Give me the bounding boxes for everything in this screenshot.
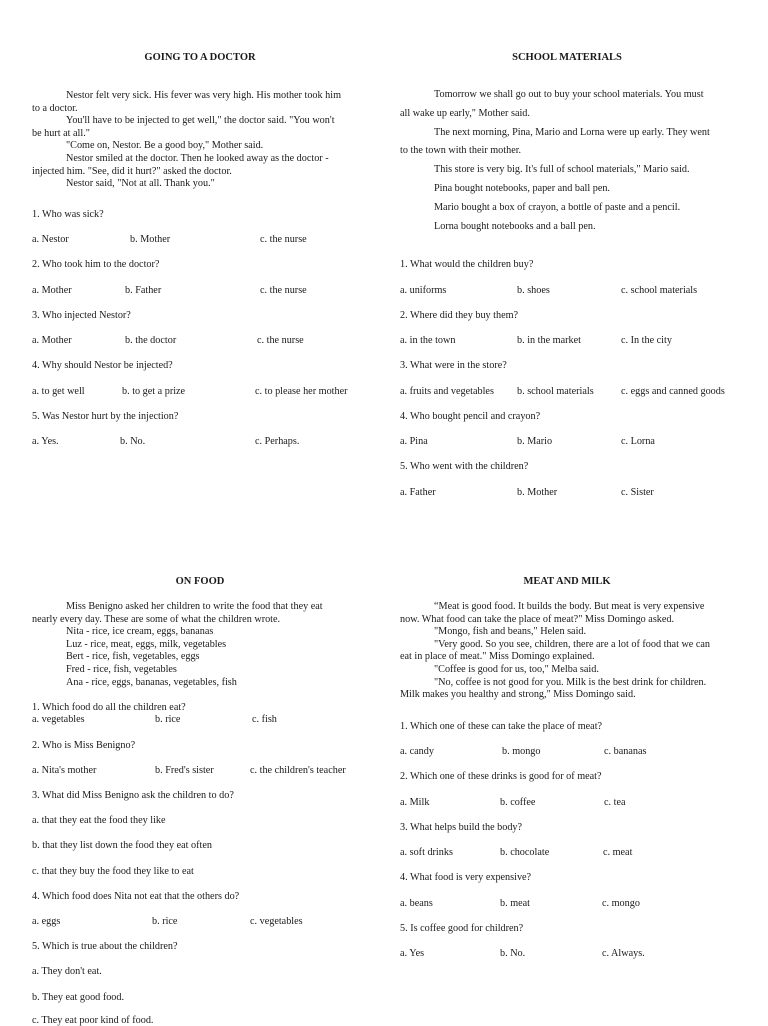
- answer-option: a. in the town: [400, 335, 456, 346]
- answer-option: c. tea: [604, 797, 626, 808]
- answer-option: b. Mario: [517, 436, 553, 447]
- story-text: [32, 601, 323, 689]
- answer-option: b. They eat good food.: [32, 992, 125, 1003]
- answer-option: b. Father: [125, 285, 162, 296]
- answer-option: b. No.: [120, 436, 146, 447]
- answer-option: a. soft drinks: [400, 847, 453, 858]
- answer-option: a. beans: [400, 898, 433, 909]
- answer-option: c. Perhaps.: [255, 436, 300, 447]
- question: 4. Why should Nestor be injected?: [32, 360, 173, 371]
- story-line: be hurt at all.": [32, 127, 90, 139]
- answer-option: b. Fred's sister: [155, 765, 214, 776]
- answer-option: c. eggs and canned goods: [621, 386, 725, 397]
- story-line: Nita - rice, ice cream, eggs, bananas: [66, 626, 214, 638]
- question: 5. Who went with the children?: [400, 461, 529, 472]
- story-line: Milk makes you healthy and strong," Miss Domingo said.: [400, 689, 636, 701]
- answer-option: b. mongo: [502, 746, 541, 757]
- story-line: This store is very big. It's full of school materials," Mario said.: [434, 164, 690, 176]
- answer-option: a. to get well: [32, 386, 85, 397]
- answer-option: b. in the market: [517, 335, 581, 346]
- answer-option: a. Pina: [400, 436, 428, 447]
- story-line: "Very good. So you see, children, there are a lot of food that we can: [434, 638, 711, 650]
- answer-option: b. that they list down the food they eat often: [32, 840, 212, 851]
- story-line: Tomorrow we shall go out to buy your school materials. You must: [434, 89, 704, 100]
- story-line: Nestor felt very sick. His fever was very high. His mother took him: [66, 90, 342, 101]
- question: 3. Who injected Nestor?: [32, 310, 131, 321]
- story-line: injected him. "See, did it hurt?" asked the doctor.: [32, 165, 232, 177]
- question: 2. Who is Miss Benigno?: [32, 740, 136, 751]
- story-line: "Coffee is good for us, too," Melba said.: [434, 663, 599, 675]
- story-line: Luz - rice, meat, eggs, milk, vegetables: [66, 638, 227, 650]
- section-title: ON FOOD: [175, 576, 225, 587]
- story-line: Nestor said, "Not at all. Thank you.": [66, 178, 215, 190]
- answer-option: c. mongo: [602, 898, 640, 909]
- answer-option: c. the nurse: [257, 335, 304, 346]
- answer-option: c. vegetables: [250, 916, 303, 927]
- question: 3. What were in the store?: [400, 360, 507, 371]
- question: 5. Is coffee good for children?: [400, 923, 524, 934]
- story-line: You'll have to be injected to get well," the doctor said. "You won't: [66, 115, 335, 127]
- section-title: MEAT AND MILK: [523, 576, 611, 587]
- story-line: “Meat is good food. It builds the body. But meat is very expensive: [434, 601, 705, 612]
- answer-option: a. Yes: [400, 948, 425, 959]
- answer-option: c. that they buy the food they like to eat: [32, 866, 194, 877]
- answer-option: a. Nita's mother: [32, 765, 97, 776]
- question: 1. Who was sick?: [32, 209, 104, 220]
- answer-option: a. fruits and vegetables: [400, 386, 494, 397]
- answer-option: b. school materials: [517, 386, 594, 397]
- section-title: GOING TO A DOCTOR: [144, 52, 256, 63]
- answer-option: c. Lorna: [621, 436, 655, 447]
- answer-option: a. Mother: [32, 285, 72, 296]
- answer-option: b. to get a prize: [122, 386, 186, 397]
- answer-option: a. that they eat the food they like: [32, 815, 166, 826]
- answer-option: a. candy: [400, 746, 434, 757]
- answer-option: c. meat: [603, 847, 633, 858]
- story-line: eat in place of meat." Miss Domingo explained.: [400, 651, 595, 663]
- question: 2. Which one of these drinks is good for of meat?: [400, 771, 602, 782]
- story-line: Mario bought a box of crayon, a bottle of paste and a pencil.: [434, 201, 681, 213]
- story-line: Bert - rice, fish, vegetables, eggs: [66, 651, 200, 663]
- answer-option: c. Sister: [621, 487, 654, 498]
- answer-option: c. bananas: [604, 746, 647, 757]
- answer-option: c. the nurse: [260, 285, 307, 296]
- story-line: "Come on, Nestor. Be a good boy," Mother said.: [66, 140, 264, 152]
- answer-option: a. Yes.: [32, 436, 59, 447]
- answer-option: c. They eat poor kind of food.: [32, 1015, 154, 1026]
- question: 1. Which food do all the children eat?: [32, 702, 186, 713]
- answer-option: c. Always.: [602, 948, 645, 959]
- question: 4. Which food does Nita not eat that the others do?: [32, 891, 240, 902]
- story-line: all wake up early," Mother said.: [400, 107, 530, 119]
- answer-option: a. Milk: [400, 797, 430, 808]
- question: 4. What food is very expensive?: [400, 872, 532, 883]
- answer-option: c. to please her mother: [255, 386, 348, 397]
- story-line: Nestor smiled at the doctor. Then he looked away as the doctor -: [66, 152, 329, 164]
- story-line: "Mongo, fish and beans," Helen said.: [434, 626, 587, 638]
- answer-option: b. rice: [155, 714, 181, 725]
- answer-option: b. the doctor: [125, 335, 177, 346]
- answer-option: c. the children's teacher: [250, 765, 346, 776]
- question: 1. Which one of these can take the place of meat?: [400, 721, 603, 732]
- question: 1. What would the children buy?: [400, 259, 534, 270]
- question: 3. What helps build the body?: [400, 822, 523, 833]
- story-line: to a doctor.: [32, 102, 78, 114]
- question: 3. What did Miss Benigno ask the children to do?: [32, 790, 234, 801]
- answer-option: c. school materials: [621, 285, 698, 296]
- question: 5. Was Nestor hurt by the injection?: [32, 411, 179, 422]
- answer-option: b. Mother: [130, 234, 171, 245]
- story-line: The next morning, Pina, Mario and Lorna were up early. They went: [434, 126, 710, 138]
- question: 5. Which is true about the children?: [32, 941, 178, 952]
- answer-option: a. vegetables: [32, 714, 85, 725]
- answer-option: c. fish: [252, 714, 277, 725]
- answer-option: b. chocolate: [500, 847, 550, 858]
- story-line: now. What food can take the place of meat?" Miss Domingo asked.: [400, 613, 675, 625]
- answer-option: c. the nurse: [260, 234, 307, 245]
- story-line: Ana - rice, eggs, bananas, vegetables, fish: [66, 676, 237, 688]
- answer-option: a. uniforms: [400, 285, 447, 296]
- answer-option: a. Father: [400, 487, 436, 498]
- question: 2. Who took him to the doctor?: [32, 259, 160, 270]
- story-line: Lorna bought notebooks and a ball pen.: [434, 220, 596, 232]
- story-line: Pina bought notebooks, paper and ball pen.: [434, 182, 610, 194]
- answer-option: a. Nestor: [32, 234, 69, 245]
- story-text: [32, 90, 341, 191]
- story-line: Fred - rice, fish, vegetables: [66, 663, 177, 675]
- answer-option: b. shoes: [517, 285, 550, 296]
- section-title: SCHOOL MATERIALS: [512, 52, 622, 63]
- answer-option: a. They don't eat.: [32, 966, 102, 977]
- story-line: Miss Benigno asked her children to write the food that they eat: [66, 601, 323, 612]
- story-text: [400, 601, 710, 702]
- answer-option: b. No.: [500, 948, 526, 959]
- answer-option: a. eggs: [32, 916, 61, 927]
- answer-option: b. meat: [500, 898, 530, 909]
- story-line: "No, coffee is not good for you. Milk is the best drink for children.: [434, 676, 707, 688]
- story-text: [400, 86, 710, 236]
- answer-option: b. Mother: [517, 487, 558, 498]
- story-line: nearly every day. These are some of what the children wrote.: [32, 613, 281, 625]
- answer-option: b. coffee: [500, 797, 536, 808]
- story-line: to the town with their mother.: [400, 145, 522, 157]
- answer-option: c. In the city: [621, 335, 672, 346]
- question: 4. Who bought pencil and crayon?: [400, 411, 541, 422]
- answer-option: b. rice: [152, 916, 178, 927]
- question: 2. Where did they buy them?: [400, 310, 519, 321]
- answer-option: a. Mother: [32, 335, 72, 346]
